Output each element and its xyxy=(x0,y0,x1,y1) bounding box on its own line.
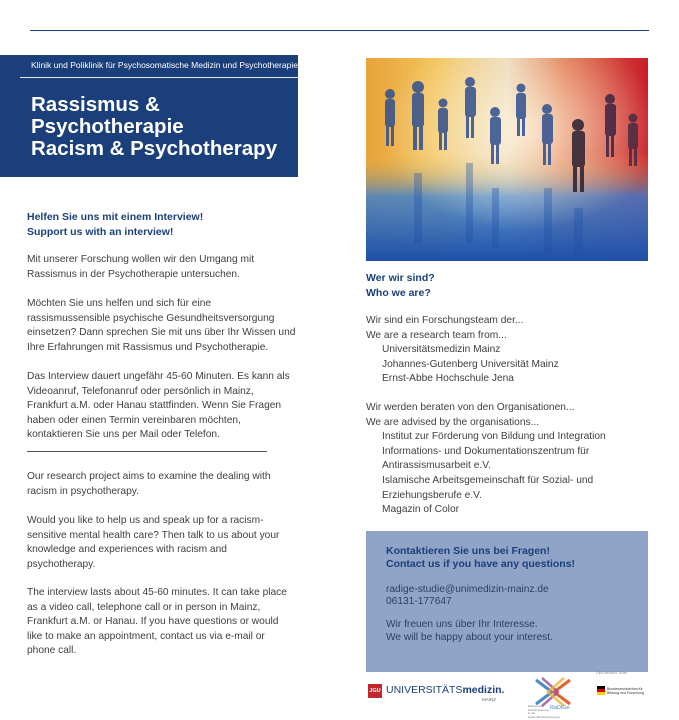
advisor: Erziehungsberufe e.V. xyxy=(382,489,482,501)
text-line: kontaktieren Sie uns per Mail oder Telefon. xyxy=(27,429,220,441)
bmbf-label: GEFÖRDERT VOM xyxy=(596,671,627,675)
en-paragraph-3 xyxy=(27,586,312,659)
jgu-logo: JGU xyxy=(368,684,382,698)
heading-line: Support us with an interview! xyxy=(27,225,174,238)
text-line: phone call. xyxy=(27,645,77,657)
advisor: Informations- und Dokumentationszentrum für xyxy=(382,445,590,457)
text-line: haben oder einen Termin vereinbaren möchten, xyxy=(27,414,241,426)
heading-line: Helfen Sie uns mit einem Interview! xyxy=(27,211,204,223)
text-line: Frankfurt a.M. oder Hanau stattfinden. Wenn Sie Fragen xyxy=(27,400,282,412)
top-rule xyxy=(30,30,649,31)
title-line: Psychotherapie xyxy=(31,115,184,138)
silhouettes-image xyxy=(366,58,648,261)
header-divider xyxy=(20,77,298,78)
text-line: Mit unserer Forschung wollen wir den Umgang mit xyxy=(27,254,255,265)
text-line: as a video call, telephone call or in person in Mainz, xyxy=(27,601,261,613)
universitaetsmedizin-logo xyxy=(386,684,504,696)
title-line: Rassismus & xyxy=(31,93,160,116)
advisors-section xyxy=(366,401,656,518)
contact-thanks xyxy=(386,619,553,644)
radige-subtext: Rassismus, Diskriminierung in der Gesundheitsversorgung xyxy=(528,704,560,719)
heading-line: Who we are? xyxy=(366,286,431,299)
text-line: Ihre Erfahrungen mit Rassismus und Psychotherapie. xyxy=(27,341,269,353)
text-line: Das Interview dauert ungefähr 45-60 Minuten. Es kann als xyxy=(27,371,290,382)
text-line: sensitive mental health care? Then talk to us about your xyxy=(27,529,280,541)
de-paragraph-3 xyxy=(27,370,312,443)
text-line: Wir freuen uns über Ihr Interesse. xyxy=(386,619,538,630)
page-title xyxy=(31,94,296,160)
en-paragraph-1 xyxy=(27,470,312,499)
logo-text-bold: medizin. xyxy=(462,684,505,696)
de-paragraph-1 xyxy=(27,253,312,282)
heading-line: Contact us if you have any questions! xyxy=(386,558,576,570)
advisor: Institut zur Förderung von Bildung und Integration xyxy=(382,431,606,443)
text-line: We will be happy about your interest. xyxy=(386,631,553,643)
text-line: Wir werden beraten von den Organisationen... xyxy=(366,402,575,413)
contact-phone[interactable]: 06131-177647 xyxy=(386,596,452,607)
logo-subtext: MAINZ xyxy=(482,697,496,702)
text-line: Wir sind ein Forschungsteam der... xyxy=(366,315,524,326)
text-line: Our research project aims to examine the dealing with xyxy=(27,471,271,482)
de-paragraph-2 xyxy=(27,297,312,355)
who-we-are-heading xyxy=(366,271,435,300)
eagle-icon xyxy=(597,686,605,698)
team-member: Universitätsmedizin Mainz xyxy=(382,344,501,356)
team-section xyxy=(366,314,656,387)
text-line: Rassismus in der Psychotherapie untersuchen. xyxy=(27,268,240,280)
heading-line: Kontaktieren Sie uns bei Fragen! xyxy=(386,545,550,557)
contact-heading xyxy=(386,545,575,571)
text-line: The interview lasts about 45-60 minutes. It can take place xyxy=(27,587,287,598)
logo-text: UNIVERSITÄTS xyxy=(386,684,463,696)
text-line: psychotherapy. xyxy=(27,558,96,570)
text-line: Möchten Sie uns helfen und sich für eine xyxy=(27,298,212,309)
title-line: Racism & Psychotherapy xyxy=(31,137,278,160)
contact-email[interactable]: radige-studie@unimedizin-mainz.de xyxy=(386,584,549,595)
text-line: We are advised by the organisations... xyxy=(366,416,540,428)
bmbf-logo-text: Bundesministerium für Bildung und Forschung xyxy=(607,687,644,696)
language-divider xyxy=(27,451,267,452)
text-line: knowledge and experiences with racism and xyxy=(27,544,227,556)
team-member: Ernst-Abbe Hochschule Jena xyxy=(382,373,514,385)
text-line: Frankfurt a.M. or Hanau. If you have questions or would xyxy=(27,616,279,628)
text-line: We are a research team from... xyxy=(366,329,507,341)
text-line: like to make an appointment, contact us via e-mail or xyxy=(27,630,265,642)
contact-box xyxy=(366,531,648,672)
advisor: Antirassismusarbeit e.V. xyxy=(382,460,491,472)
heading-line: Wer wir sind? xyxy=(366,272,435,284)
text-line: racism in psychotherapy. xyxy=(27,485,139,497)
text-line: Would you like to help us and speak up for a racism- xyxy=(27,515,264,526)
team-member: Johannes-Gutenberg Universität Mainz xyxy=(382,358,559,370)
text-line: Videoanruf, Telefonanruf oder persönlich in Mainz, xyxy=(27,385,254,397)
clinic-name: Klinik und Poliklinik für Psychosomatische Medizin und Psychotherapie xyxy=(31,60,298,70)
text-line: einsetzen? Dann sprechen Sie mit uns über Ihr Wissen und xyxy=(27,327,296,339)
interview-heading xyxy=(27,210,203,239)
en-paragraph-2 xyxy=(27,514,312,572)
advisor: Islamische Arbeitsgemeinschaft für Sozial- und xyxy=(382,474,594,486)
advisor: Magazin of Color xyxy=(382,504,460,516)
radige-wordmark: RaDiGe xyxy=(550,705,570,711)
text-line: rassismussensible psychische Gesundheitsversorgung xyxy=(27,312,275,324)
